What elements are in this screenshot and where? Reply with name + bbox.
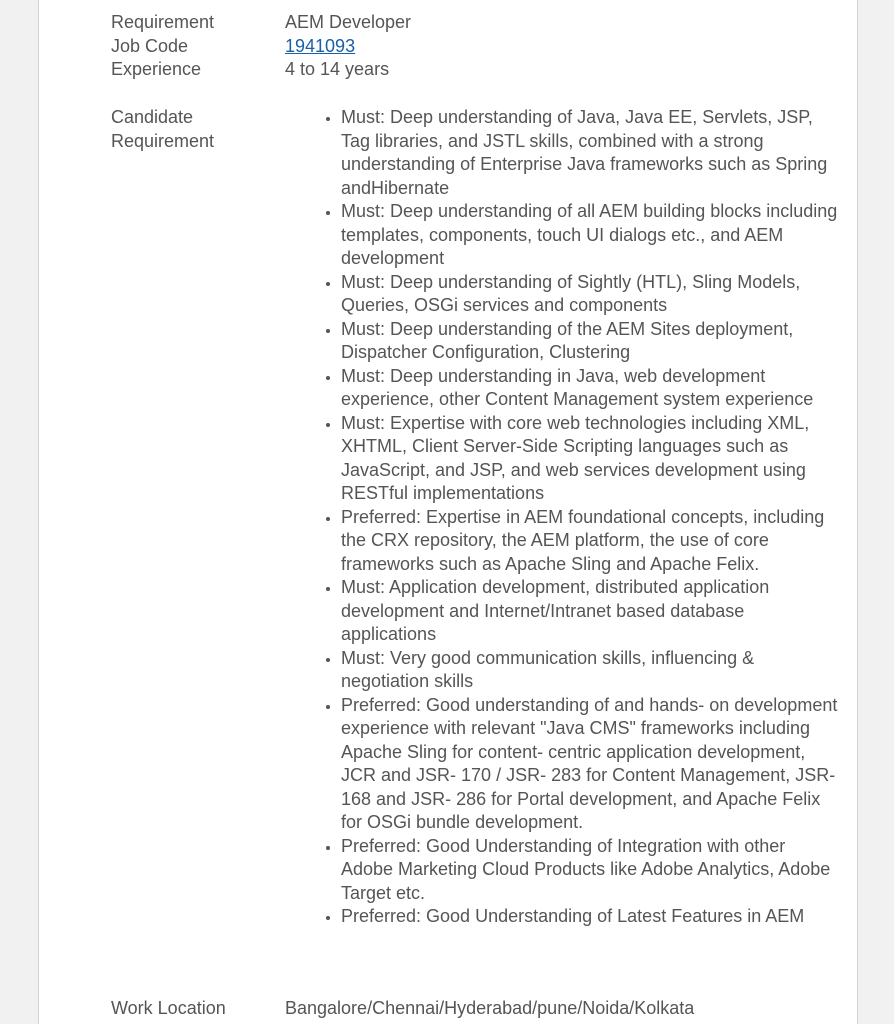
requirement-item: • Preferred: Good Understanding of Integration with other Adobe Marketing Cloud Products like Adobe Analytics, Adobe Target etc. <box>341 835 841 906</box>
work-location-value: Bangalore/Chennai/Hyderabad/pune/Noida/Kolkata <box>285 998 695 1018</box>
requirement-label: Requirement <box>111 12 215 32</box>
candidate-label-line2: Requirement <box>111 130 215 151</box>
job-code-label: Job Code <box>111 36 189 56</box>
requirement-item: • Preferred: Good Understanding of Latest Features in AEM <box>341 905 841 929</box>
candidate-label-line1: Candidate <box>111 107 194 127</box>
requirement-row <box>111 11 811 35</box>
requirement-item: • Must: Expertise with core web technologies including XML, XHTML, Client Server-Side Scripting languages such as JavaScript, and JSP, and web services development using RESTful implementations <box>341 412 841 506</box>
requirement-value: AEM Developer <box>285 12 412 32</box>
requirements-list <box>323 106 841 929</box>
requirement-item: • Must: Deep understanding of Sightly (HTL), Sling Models, Queries, OSGi services and components <box>341 271 841 318</box>
requirement-item: • Must: Deep understanding of all AEM building blocks including templates, components, touch UI dialogs etc., and AEM development <box>341 200 841 271</box>
work-location-label: Work Location <box>111 998 226 1018</box>
requirement-item: • Preferred: Good understanding of and hands- on development experience with relevant "Java CMS" frameworks including Apache Sling for content- centric application development, JCR and JSR- 170 / JSR- 283 for Content Management, JSR- 168 and JSR- 286 for Portal development, and Apache Felix for OSGi bundle development. <box>341 694 841 835</box>
experience-row <box>111 58 811 82</box>
candidate-requirement-label <box>111 106 285 153</box>
requirement-item: • Must: Application development, distributed application development and Internet/Intranet based database applications <box>341 576 841 647</box>
job-code-row <box>111 35 811 59</box>
requirement-item: • Must: Deep understanding in Java, web development experience, other Content Management system experience <box>341 365 841 412</box>
requirement-item: • Must: Very good communication skills, influencing & negotiation skills <box>341 647 841 694</box>
work-location-row <box>111 997 811 1021</box>
requirement-item: • Must: Deep understanding of the AEM Sites deployment, Dispatcher Configuration, Clustering <box>341 318 841 365</box>
job-code-link[interactable]: 1941093 <box>285 36 356 56</box>
job-description-card <box>38 0 858 1024</box>
requirement-item: • Must: Deep understanding of Java, Java EE, Servlets, JSP, Tag libraries, and JSTL skills, combined with a strong understanding of Enterprise Java frameworks such as Spring andHibernate <box>341 106 841 200</box>
experience-value: 4 to 14 years <box>285 59 390 79</box>
requirement-item: • Preferred: Expertise in AEM foundational concepts, including the CRX repository, the AEM platform, the use of core frameworks such as Apache Sling and Apache Felix. <box>341 506 841 577</box>
experience-label: Experience <box>111 59 202 79</box>
